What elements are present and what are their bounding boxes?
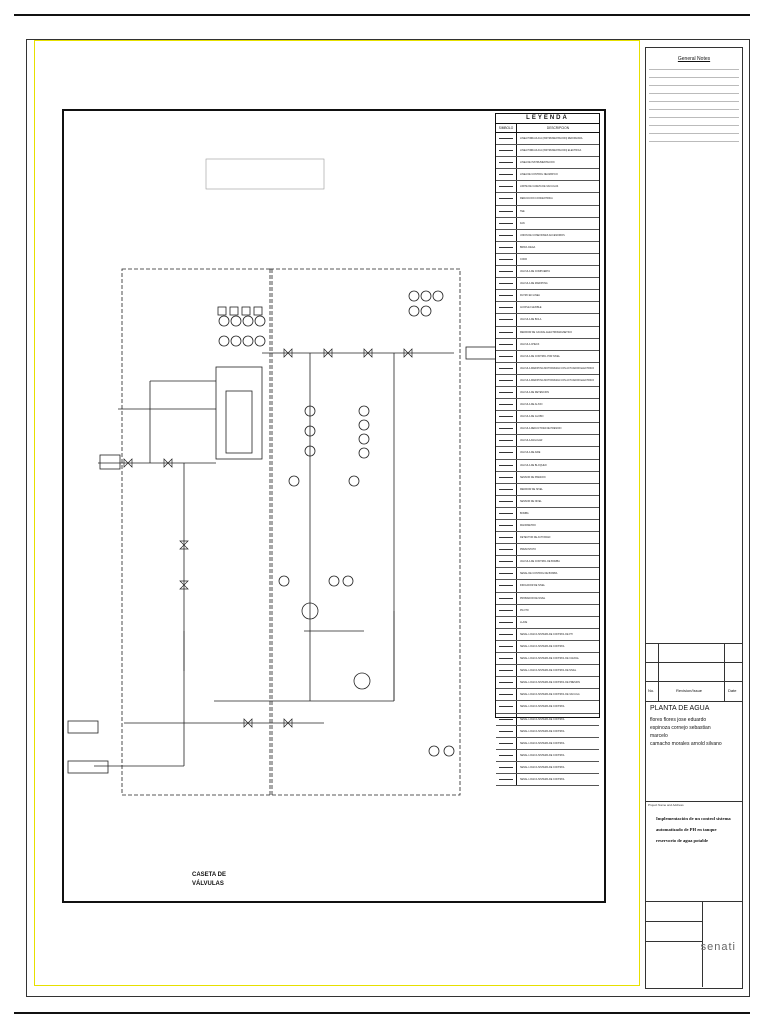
legend-row xyxy=(496,157,599,169)
legend-row xyxy=(496,774,599,786)
legend-symbol xyxy=(496,387,517,398)
legend-description: SENAL LOGICA SISTEMA DE CONTROL xyxy=(520,741,565,745)
legend-description: VALVULA MARIPOSA MOTORIZADA CON ACTUADOR ELECTRICO xyxy=(520,378,595,382)
legend-symbol xyxy=(496,556,517,567)
legend-row xyxy=(496,423,599,435)
legend-description: MANOMETRO xyxy=(520,524,536,527)
legend-symbol xyxy=(496,641,517,652)
legend-symbol xyxy=(496,423,517,434)
legend-col-symbol: SIMBOLO xyxy=(496,124,517,132)
legend-col-description: DESCRIPCION xyxy=(546,126,570,130)
valves xyxy=(124,349,412,727)
legend-header xyxy=(496,124,599,133)
author-line: espinoza cornejo sebastian xyxy=(650,725,711,731)
legend-symbol xyxy=(496,242,517,253)
revision-table xyxy=(646,643,742,702)
legend-row xyxy=(496,701,599,713)
legend-symbol xyxy=(496,193,517,204)
legend-row xyxy=(496,351,599,363)
project-line: reservorio de agua potable xyxy=(656,838,709,843)
inlet-tag xyxy=(100,455,120,469)
legend-description: VALVULA DE BLOQUEO xyxy=(520,463,547,467)
legend-row xyxy=(496,689,599,701)
legend-row xyxy=(496,266,599,278)
legend-symbol xyxy=(496,375,517,386)
legend-symbol xyxy=(496,689,517,700)
legend-row xyxy=(496,399,599,411)
legend-symbol xyxy=(496,157,517,168)
legend-description: FILTRO EN LINEA xyxy=(520,294,540,298)
legend-row xyxy=(496,387,599,399)
legend-row xyxy=(496,278,599,290)
caseta-label xyxy=(192,871,226,889)
legend-symbol xyxy=(496,218,517,229)
plant-info xyxy=(646,701,742,802)
legend-table xyxy=(495,113,600,781)
instrument-cluster-right xyxy=(279,291,454,756)
legend-symbol xyxy=(496,653,517,664)
legend-symbol xyxy=(496,278,517,289)
title-block xyxy=(645,47,743,989)
tank-inner xyxy=(226,391,252,453)
legend-row xyxy=(496,254,599,266)
project-line: Implementación de un control sistema xyxy=(656,816,731,821)
plant-name: PLANTA DE AGUA xyxy=(650,705,710,712)
legend-row xyxy=(496,653,599,665)
legend-row xyxy=(496,738,599,750)
company-block xyxy=(646,901,742,987)
author-line: marcelo xyxy=(650,733,668,739)
legend-rows xyxy=(496,133,599,786)
legend-description: SENAL LOGICA SISTEMA DE CONTROL xyxy=(520,777,565,781)
legend-row xyxy=(496,435,599,447)
rev-date-label: Date xyxy=(728,688,737,693)
legend-symbol xyxy=(496,508,517,519)
legend-symbol xyxy=(496,714,517,725)
legend-description: LLAVE xyxy=(520,620,528,624)
legend-symbol xyxy=(496,290,517,301)
legend-description: VALVULA DE BOLA xyxy=(520,318,542,322)
rev-issue-label: Revision/Issue xyxy=(676,688,703,693)
legend-row xyxy=(496,302,599,314)
title-box xyxy=(206,159,324,189)
legend-symbol xyxy=(496,230,517,241)
legend-symbol xyxy=(496,460,517,471)
legend-row xyxy=(496,242,599,254)
legend-symbol xyxy=(496,617,517,628)
caseta-line-1: CASETA DE xyxy=(192,872,227,878)
legend-symbol xyxy=(496,701,517,712)
legend-description: LINEA HIDRAULICA (INSTRUMENTACION) ELECTRICA xyxy=(520,149,582,153)
legend-symbol xyxy=(496,677,517,688)
legend-symbol xyxy=(496,169,517,180)
legend-description: VALVULA DE MARIPOSA xyxy=(520,282,548,286)
legend-symbol xyxy=(496,520,517,531)
right-area-boundary xyxy=(270,269,460,795)
legend-description: VALVULA DE COMPUERTA xyxy=(520,270,550,274)
legend-description: SENAL LOGICA SISTEMA DE CONTROL DE NIVEL xyxy=(520,669,577,673)
legend-description: DETECTOR DE ACTIVIDAD xyxy=(520,536,551,540)
legend-row xyxy=(496,290,599,302)
legend-symbol xyxy=(496,750,517,761)
legend-description: SENAL LOGICA SISTEMA DE CONTROL xyxy=(520,753,565,757)
legend-symbol xyxy=(496,327,517,338)
legend-description: SENAL LOGICA SISTEMA DE CONTROL DE VALVULA xyxy=(520,693,580,697)
legend-symbol xyxy=(496,133,517,144)
legend-symbol xyxy=(496,580,517,591)
legend-description: BOMBA xyxy=(520,511,529,515)
instrument-cluster-tank xyxy=(218,307,265,346)
project-title xyxy=(646,809,742,850)
legend-symbol xyxy=(496,266,517,277)
authors xyxy=(646,716,742,748)
legend-row xyxy=(496,230,599,242)
legend-symbol xyxy=(496,411,517,422)
legend-row xyxy=(496,593,599,605)
legend-row xyxy=(496,665,599,677)
legend-row xyxy=(496,532,599,544)
legend-row xyxy=(496,460,599,472)
legend-row xyxy=(496,556,599,568)
aux-tag-2 xyxy=(68,761,108,773)
legend-symbol xyxy=(496,314,517,325)
legend-row xyxy=(496,750,599,762)
legend-description: SENAL LOGICA SISTEMA DE CONTROL xyxy=(520,644,565,648)
notes-title: General Notes xyxy=(677,56,711,62)
legend-symbol xyxy=(496,544,517,555)
legend-description: PILOTO xyxy=(520,608,529,612)
legend-description: REDUCCION CONCENTRICA xyxy=(520,197,553,201)
legend-description: PRESOSTATO xyxy=(520,548,536,552)
legend-symbol xyxy=(496,351,517,362)
legend-row xyxy=(496,411,599,423)
legend-description: MEDIDOR DE NIVEL xyxy=(520,487,543,491)
legend-symbol xyxy=(496,484,517,495)
legend-row xyxy=(496,363,599,375)
legend-description: VALVULA REDUCTORA DE PRESION xyxy=(520,427,562,431)
caseta-line-2: VÁLVULAS xyxy=(192,881,224,887)
legend-description: VALVULA DE CONTROL POR NIVEL xyxy=(520,354,560,358)
legend-symbol xyxy=(496,145,517,156)
legend-row xyxy=(496,472,599,484)
pump-2 xyxy=(354,673,370,689)
legend-description: SENSOR DE PRESION xyxy=(520,475,546,479)
legend-row xyxy=(496,677,599,689)
tank xyxy=(216,367,262,459)
project-info xyxy=(646,801,742,902)
legend-row xyxy=(496,617,599,629)
legend-symbol xyxy=(496,496,517,507)
legend-symbol xyxy=(496,532,517,543)
legend-row xyxy=(496,762,599,774)
legend-description: VALVULA CHECK xyxy=(520,342,540,346)
legend-row xyxy=(496,714,599,726)
legend-row xyxy=(496,496,599,508)
legend-symbol xyxy=(496,762,517,773)
legend-row xyxy=(496,327,599,339)
legend-description: SENSOR DE NIVEL xyxy=(520,499,542,503)
legend-row xyxy=(496,520,599,532)
legend-row xyxy=(496,218,599,230)
legend-description: VALVULA DE RETENCION xyxy=(520,390,550,394)
general-notes xyxy=(646,48,742,644)
legend-description: VALVULA MARIPOSA MOTORIZADA CON ACTUADOR ELECTRICO xyxy=(520,366,595,370)
legend-row xyxy=(496,145,599,157)
legend-symbol xyxy=(496,399,517,410)
legend-row xyxy=(496,508,599,520)
legend-description: FAN xyxy=(520,221,525,225)
notes-body xyxy=(646,62,742,151)
legend-symbol xyxy=(496,435,517,446)
legend-description: ACOPLE FLEXIBLE xyxy=(520,306,542,310)
legend-symbol xyxy=(496,665,517,676)
legend-description: VALVULA DE AIRE xyxy=(520,451,541,455)
legend-row xyxy=(496,375,599,387)
valve-house-boundary xyxy=(122,269,272,795)
project-label: Project Name and Address xyxy=(648,803,684,807)
author-line: flores flores jose eduardo xyxy=(650,717,707,723)
legend-row xyxy=(496,206,599,218)
legend-description: SENAL LOGICA SISTEMA DE CONTROL DE CAUDAL xyxy=(520,657,579,661)
legend-description: BRIDA CIEGA xyxy=(520,245,536,249)
legend-row xyxy=(496,641,599,653)
legend-row xyxy=(496,726,599,738)
legend-row xyxy=(496,629,599,641)
legend-description: INDICADOR DE NIVEL xyxy=(520,584,545,588)
legend-symbol xyxy=(496,363,517,374)
legend-symbol xyxy=(496,254,517,265)
legend-description: VALVULA DE GLOBO xyxy=(520,415,544,419)
legend-description: UNION DE CONEXIONES ACCESORIOS xyxy=(520,233,565,237)
rev-no-label: No. xyxy=(648,688,655,693)
legend-row xyxy=(496,169,599,181)
legend-row xyxy=(496,580,599,592)
legend-symbol xyxy=(496,472,517,483)
legend-symbol xyxy=(496,339,517,350)
project-line: automatizado de PH en tanque xyxy=(656,827,717,832)
aux-tag-1 xyxy=(68,721,98,733)
legend-row xyxy=(496,181,599,193)
legend-description: SENAL LOGICA SISTEMA DE CONTROL DE PRESION xyxy=(520,681,580,685)
legend-description: LINEA DE CONTROL NEUMATICO xyxy=(520,173,558,177)
legend-description: SENAL LOGICA SISTEMA DE CONTROL xyxy=(520,717,565,721)
author-line: camacho morales arnold silvano xyxy=(650,741,722,747)
legend-description: LINEA HIDRAULICA (INSTRUMENTACION) REFORZADA xyxy=(520,137,583,140)
legend-symbol xyxy=(496,593,517,604)
legend-row xyxy=(496,133,599,145)
legend-row xyxy=(496,314,599,326)
legend-description: SENAL DE CONTROL DE BOMBA xyxy=(520,572,558,576)
legend-row xyxy=(496,605,599,617)
legend-row xyxy=(496,568,599,580)
legend-row xyxy=(496,484,599,496)
legend-description: VALVULA DE ALIVIO xyxy=(520,403,543,407)
legend-description: MEDIDOR DE CAUDAL ELECTROMAGNETICO xyxy=(520,330,572,334)
legend-symbol xyxy=(496,568,517,579)
outlet-tag xyxy=(466,347,496,359)
legend-description: LIMITE DE CASETA DE VALVULAS xyxy=(520,185,559,189)
legend-description: CODO xyxy=(520,257,528,261)
company-logo: senati xyxy=(700,941,736,953)
legend-description: SENAL LOGICA SISTEMA DE CONTROL xyxy=(520,729,565,733)
legend-title: LEYENDA xyxy=(496,114,599,124)
legend-row xyxy=(496,193,599,205)
legend-row xyxy=(496,339,599,351)
legend-symbol xyxy=(496,726,517,737)
legend-description: SENAL LOGICA SISTEMA DE CONTROL DE PH xyxy=(520,632,573,636)
legend-symbol xyxy=(496,605,517,616)
legend-row xyxy=(496,447,599,459)
legend-symbol xyxy=(496,774,517,785)
legend-row xyxy=(496,544,599,556)
legend-description: VALVULA DE CONTROL DE BOMBA xyxy=(520,560,560,564)
legend-description: SENAL LOGICA SISTEMA DE CONTROL xyxy=(520,705,565,709)
legend-description: TEE xyxy=(520,209,525,213)
legend-symbol xyxy=(496,181,517,192)
legend-description: VALVULA ANGULAR xyxy=(520,439,543,443)
legend-description: PROBADOR DE NIVEL xyxy=(520,596,546,600)
legend-symbol xyxy=(496,738,517,749)
legend-description: LINEA DE INSTRUMENTACION xyxy=(520,161,555,165)
legend-description: SENAL LOGICA SISTEMA DE CONTROL xyxy=(520,765,565,769)
legend-symbol xyxy=(496,206,517,217)
legend-symbol xyxy=(496,447,517,458)
legend-symbol xyxy=(496,302,517,313)
legend-symbol xyxy=(496,629,517,640)
